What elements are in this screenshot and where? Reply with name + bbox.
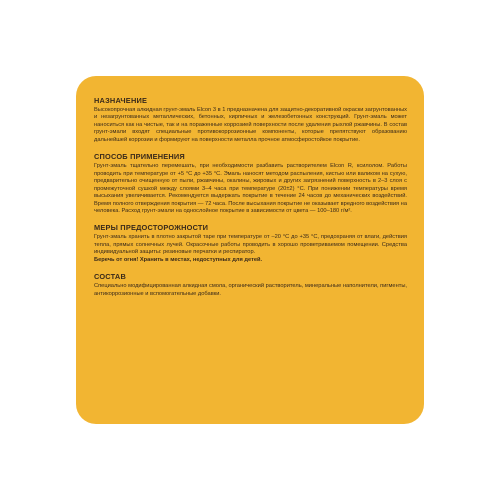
section-composition [94, 272, 407, 298]
info-content [94, 96, 407, 306]
section-text: Грунт-эмаль хранить в плотно закрытой таре при температуре от –20 °С до +35 °С, предохраняя от влаги, действия тепла, прямых солнечных лучей. Окрасочные работы проводить в хорошо проветриваемом помещении. Средства индивидуальной защиты: резиновые перчатки и респиратор. [94, 234, 407, 256]
section-text: Высокопрочная алкидная грунт-эмаль Elcon 3 в 1 предназначена для защитно-декоративной окраски загрунтованных и незагрунтованных металлических, бетонных, кирпичных и железобетонных конструкций. Грунт-эмаль может наноситься как на чистые, так и на пораженные коррозией поверхности после удаления рыхлой ржавчины. В состав грунт-эмали входят специальные противокоррозионные компоненты, которые препятствуют образованию дальнейшей коррозии и формируют на поверхности металла прочное атмосферостойкое покрытие. [94, 107, 407, 143]
section-application [94, 152, 407, 215]
section-heading: СПОСОБ ПРИМЕНЕНИЯ [94, 152, 185, 162]
section-heading: МЕРЫ ПРЕДОСТОРОЖНОСТИ [94, 223, 209, 233]
section-text: Грунт-эмаль тщательно перемешать, при необходимости разбавить растворителем Elcon R, ксилолом. Работы проводить при температуре от +5 °С до +35 °С. Эмаль наносят методом распыления, кистью или валиком на сухую, предварительно очищенную от пыли, ржавчины, окалины, жировых и других загрязнений поверхность в 2–3 слоя с промежуточной сушкой между слоями 3–4 часа при температуре (20±2) °С. При понижении температуры время высыхания увеличивается. Рекомендуется выдержать покрытие в течение 24 часов до механических воздействий. Время полного отверждения покрытия — 72 часа. После высыхания покрытие не оказывает вредного воздействия на человека. Расход грунт-эмали на однослойное покрытие в зависимости от цвета — 100–180 г/м². [94, 163, 407, 214]
section-purpose [94, 96, 407, 144]
section-text: Специально модифицированная алкидная смола, органический растворитель, минеральные наполнители, пигменты, антикоррозионные и вспомогательные добавки. [94, 283, 407, 297]
section-precautions [94, 223, 407, 264]
section-heading: НАЗНАЧЕНИЕ [94, 96, 148, 105]
section-heading: СОСТАВ [94, 272, 126, 282]
fire-warning: Беречь от огня! Хранить в местах, недоступных для детей. [94, 256, 263, 263]
